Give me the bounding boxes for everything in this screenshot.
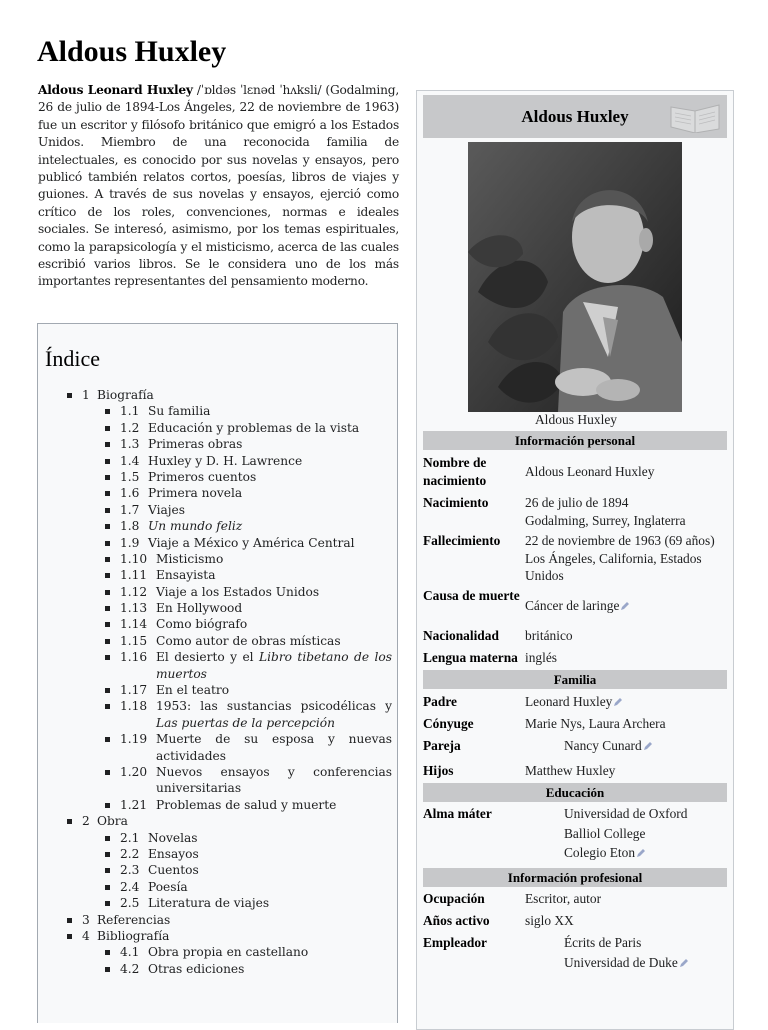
toc-number[interactable]: 1.8 bbox=[120, 519, 140, 534]
toc-item[interactable] bbox=[38, 928, 399, 944]
toc-item[interactable] bbox=[38, 649, 399, 682]
death-value[interactable]: 22 de noviembre de 1963 (69 años) Los Ángeles, California, Estados Unidos bbox=[525, 533, 715, 583]
toc-number[interactable]: 1.5 bbox=[120, 469, 140, 484]
years-active-label: Años activo bbox=[423, 913, 490, 928]
toc-number[interactable]: 1.2 bbox=[120, 420, 140, 435]
occupation-value[interactable]: Escritor, autor bbox=[525, 891, 602, 906]
toc-number[interactable]: 4.1 bbox=[120, 945, 140, 960]
alma-mater-label: Alma máter bbox=[423, 806, 492, 821]
toc-number[interactable]: 1.4 bbox=[120, 453, 140, 468]
toc-label[interactable]: Bibliografía bbox=[97, 928, 170, 943]
toc-label[interactable] bbox=[156, 649, 392, 682]
bullet-icon bbox=[105, 901, 110, 906]
employer-label: Empleador bbox=[423, 935, 487, 950]
toc-label[interactable]: Educación y problemas de la vista bbox=[148, 420, 360, 435]
toc-number[interactable]: 1.20 bbox=[120, 765, 148, 780]
bullet-icon bbox=[105, 737, 110, 742]
toc-number[interactable]: 1.9 bbox=[120, 535, 140, 550]
toc-item[interactable] bbox=[38, 403, 399, 419]
toc-item[interactable] bbox=[38, 502, 399, 518]
edit-pencil-icon[interactable] bbox=[613, 697, 623, 707]
toc-number[interactable]: 1.19 bbox=[120, 732, 148, 747]
infobox bbox=[416, 90, 734, 1030]
bullet-icon bbox=[67, 918, 72, 923]
employer-value bbox=[564, 934, 729, 973]
edit-pencil-icon[interactable] bbox=[643, 741, 653, 751]
toc-label[interactable] bbox=[156, 698, 392, 731]
partner-label: Pareja bbox=[423, 738, 461, 753]
native-language-value[interactable]: inglés bbox=[525, 650, 557, 665]
intro-paragraph bbox=[38, 82, 399, 291]
toc-label[interactable]: Huxley y D. H. Lawrence bbox=[148, 453, 303, 468]
toc-number[interactable]: 1.13 bbox=[120, 601, 148, 616]
years-active-value[interactable]: siglo XX bbox=[525, 913, 574, 928]
toc-label[interactable]: Obra propia en castellano bbox=[148, 945, 309, 960]
toc-number[interactable]: 2.1 bbox=[120, 830, 140, 845]
toc-item[interactable] bbox=[38, 912, 399, 928]
portrait-caption: Aldous Huxley bbox=[534, 412, 618, 427]
toc-item[interactable] bbox=[38, 813, 399, 829]
toc-item[interactable] bbox=[38, 535, 399, 551]
toc-label[interactable]: Literatura de viajes bbox=[148, 896, 270, 911]
section-professional-info: Información profesional bbox=[423, 868, 727, 887]
toc-number[interactable]: 3 bbox=[82, 912, 90, 927]
spouse-value[interactable]: Marie Nys, Laura Archera bbox=[525, 716, 666, 731]
toc-number[interactable]: 1.14 bbox=[120, 617, 148, 632]
toc-label[interactable]: Primeros cuentos bbox=[148, 469, 257, 484]
toc-label[interactable]: Nuevos ensayos y conferencias universitarias bbox=[156, 765, 392, 796]
toc-number[interactable]: 1.11 bbox=[120, 568, 148, 583]
bullet-icon bbox=[105, 409, 110, 414]
section-family: Familia bbox=[423, 670, 727, 689]
toc-heading: Índice bbox=[45, 346, 100, 371]
portrait-image bbox=[468, 142, 682, 412]
toc-label[interactable]: Biografía bbox=[97, 388, 154, 402]
bullet-icon bbox=[105, 836, 110, 841]
portrait-photo[interactable] bbox=[468, 142, 682, 412]
toc-label[interactable]: Otras ediciones bbox=[148, 961, 245, 976]
employer-duke-text[interactable]: Universidad de Duke bbox=[564, 954, 678, 970]
toc-item[interactable] bbox=[38, 436, 399, 452]
book-icon bbox=[669, 101, 721, 133]
edit-pencil-icon[interactable] bbox=[679, 958, 689, 968]
toc-item[interactable] bbox=[38, 420, 399, 436]
toc-number[interactable]: 1 bbox=[82, 388, 90, 402]
bullet-icon bbox=[105, 475, 110, 480]
bullet-icon bbox=[105, 426, 110, 431]
employer-ecrits-de-paris[interactable]: Écrits de Paris bbox=[564, 935, 642, 950]
cause-of-death-text[interactable]: Cáncer de laringe bbox=[525, 598, 620, 613]
toc-number[interactable]: 2.5 bbox=[120, 896, 140, 911]
toc-label[interactable]: En el teatro bbox=[156, 683, 230, 698]
birth-place-text[interactable]: Godalming, Surrey, Inglaterra bbox=[525, 512, 686, 528]
bullet-icon bbox=[105, 885, 110, 890]
cause-of-death-value[interactable] bbox=[525, 597, 725, 615]
bullet-icon bbox=[67, 934, 72, 939]
father-value[interactable] bbox=[525, 693, 725, 711]
toc-label[interactable]: Viaje a México y América Central bbox=[148, 535, 355, 550]
birth-name-label: Nombre de nacimiento bbox=[423, 455, 487, 488]
bullet-icon bbox=[105, 622, 110, 627]
bullet-icon bbox=[105, 606, 110, 611]
infobox-title-text: Aldous Huxley bbox=[521, 107, 629, 126]
toc-label-part[interactable]: 1953: las sustancias psicodélicas y bbox=[156, 699, 392, 714]
intro-text: /ˈɒldəs ˈlɛnəd ˈhʌksli/ (Godalming, 26 de julio de 1894-Los Ángeles, 22 de noviembre de 1963) fue un escritor y filósofo británico que emigró a los Estados Unidos. Miembro de una reconocida familia de intelectuales, es conocido por sus novelas y ensayos, pero publicó también relatos cortos, poesías, libros de viajes y guiones. A través de sus novelas y ensayos, ejerció como crítico de los roles, convenciones, normas e ideales sociales. Se interesó, asimismo, por los temas espirituales, como la parapsicología y el misticismo, acerca de las cuales escribió varios libros. Se le considera uno de los más importantes representantes del pensamiento moderno. bbox=[38, 83, 399, 289]
toc-label[interactable]: En Hollywood bbox=[156, 601, 243, 616]
page-title: Aldous Huxley bbox=[37, 35, 227, 68]
bullet-icon bbox=[105, 803, 110, 808]
occupation-label: Ocupación bbox=[423, 891, 485, 906]
toc-label[interactable]: Viajes bbox=[148, 502, 185, 517]
nationality-label: Nacionalidad bbox=[423, 628, 499, 643]
toc-number[interactable]: 4.2 bbox=[120, 961, 140, 976]
children-value[interactable]: Matthew Huxley bbox=[525, 763, 616, 778]
bullet-icon bbox=[105, 852, 110, 857]
toc-item[interactable] bbox=[38, 830, 399, 846]
toc-number[interactable]: 1.18 bbox=[120, 699, 148, 714]
toc-label[interactable]: Ensayista bbox=[156, 568, 216, 583]
infobox-title bbox=[423, 95, 727, 138]
bullet-icon bbox=[105, 688, 110, 693]
toc-label[interactable]: Ensayos bbox=[148, 847, 199, 861]
article-subject-name: Aldous Leonard Huxley bbox=[38, 83, 193, 97]
alma-mater-eton-text[interactable]: Colegio Eton bbox=[564, 845, 636, 860]
bullet-icon bbox=[105, 459, 110, 464]
section-education: Educación bbox=[423, 783, 727, 802]
toc-label-part[interactable]: El desierto y el bbox=[156, 650, 260, 665]
toc-label[interactable]: Su familia bbox=[148, 404, 211, 419]
toc-label[interactable]: Como biógrafo bbox=[156, 617, 248, 632]
edit-pencil-icon[interactable] bbox=[620, 601, 630, 611]
bullet-icon bbox=[105, 541, 110, 546]
bullet-icon bbox=[105, 950, 110, 955]
bullet-icon bbox=[105, 655, 110, 660]
toc-label-italic[interactable]: Libro tibetano de los muertos bbox=[156, 650, 392, 681]
toc-label[interactable]: Cuentos bbox=[148, 863, 199, 878]
toc-label[interactable]: Problemas de salud y muerte bbox=[156, 797, 337, 812]
toc-number[interactable]: 1.12 bbox=[120, 584, 148, 599]
toc-label[interactable]: Novelas bbox=[148, 830, 198, 845]
toc-number[interactable]: 1.3 bbox=[120, 437, 140, 452]
table-of-contents bbox=[37, 323, 398, 1023]
toc-item[interactable] bbox=[38, 584, 399, 600]
toc-label[interactable]: Referencias bbox=[97, 912, 171, 927]
toc-item[interactable] bbox=[38, 764, 399, 797]
father-label: Padre bbox=[423, 694, 457, 709]
bullet-icon bbox=[105, 524, 110, 529]
section-personal-info: Información personal bbox=[423, 431, 727, 450]
toc-number[interactable]: 1.21 bbox=[120, 797, 148, 812]
bullet-icon bbox=[67, 819, 72, 824]
toc-item[interactable] bbox=[38, 879, 399, 895]
toc-label[interactable]: Primeras obras bbox=[148, 437, 243, 452]
bullet-icon bbox=[105, 508, 110, 513]
bullet-icon bbox=[105, 770, 110, 775]
bullet-icon bbox=[105, 590, 110, 595]
toc-number[interactable]: 2.2 bbox=[120, 847, 140, 861]
toc-item[interactable] bbox=[38, 895, 399, 911]
partner-value[interactable] bbox=[564, 737, 729, 755]
toc-item[interactable] bbox=[38, 616, 399, 632]
toc-item[interactable] bbox=[38, 453, 399, 469]
toc-item[interactable] bbox=[38, 797, 399, 813]
toc-label[interactable]: Misticismo bbox=[156, 551, 224, 566]
toc-label[interactable]: Poesía bbox=[148, 879, 188, 894]
toc-number[interactable]: 1.17 bbox=[120, 683, 148, 698]
toc-item[interactable] bbox=[38, 567, 399, 583]
bullet-icon bbox=[105, 967, 110, 972]
toc-number[interactable]: 2 bbox=[82, 814, 90, 829]
toc-item[interactable] bbox=[38, 944, 399, 960]
father-name[interactable]: Leonard Huxley bbox=[525, 694, 613, 709]
toc-number[interactable]: 2.3 bbox=[120, 863, 140, 878]
toc-label[interactable]: Obra bbox=[97, 814, 128, 829]
toc-item[interactable] bbox=[38, 469, 399, 485]
toc-number[interactable]: 1.1 bbox=[120, 404, 140, 419]
alma-mater-balliol[interactable]: Balliol College bbox=[564, 825, 646, 841]
toc-number[interactable]: 2.4 bbox=[120, 879, 140, 894]
bullet-icon bbox=[105, 868, 110, 873]
toc-label[interactable]: Como autor de obras místicas bbox=[156, 633, 341, 648]
toc-number[interactable]: 1.7 bbox=[120, 502, 140, 517]
toc-number[interactable]: 1.6 bbox=[120, 486, 140, 501]
alma-mater-oxford[interactable]: Universidad de Oxford bbox=[564, 806, 688, 821]
toc-label[interactable]: Primera novela bbox=[148, 486, 243, 501]
edit-pencil-icon[interactable] bbox=[636, 848, 646, 858]
toc-item[interactable] bbox=[38, 551, 399, 567]
toc-item[interactable] bbox=[38, 846, 399, 862]
birth-date-text[interactable]: 26 de julio de 1894 bbox=[525, 495, 629, 510]
employer-duke[interactable] bbox=[564, 954, 729, 974]
toc-item[interactable] bbox=[38, 600, 399, 616]
bullet-icon bbox=[105, 704, 110, 709]
birth-label: Nacimiento bbox=[423, 495, 489, 510]
alma-mater-eton[interactable] bbox=[564, 844, 729, 864]
nationality-value: británico bbox=[525, 628, 573, 643]
bullet-icon bbox=[105, 639, 110, 644]
toc-number[interactable]: 1.15 bbox=[120, 633, 148, 648]
bullet-icon bbox=[105, 557, 110, 562]
toc-item[interactable] bbox=[38, 682, 399, 698]
toc-label[interactable]: Viaje a los Estados Unidos bbox=[156, 584, 320, 599]
toc-item[interactable] bbox=[38, 698, 399, 731]
toc-label[interactable]: Muerte de su esposa y nuevas actividades bbox=[156, 732, 392, 763]
bullet-icon bbox=[67, 393, 72, 398]
toc-item[interactable] bbox=[38, 961, 399, 977]
toc-item[interactable] bbox=[38, 731, 399, 764]
toc-label[interactable]: Un mundo feliz bbox=[148, 519, 243, 534]
toc-number[interactable]: 1.10 bbox=[120, 551, 148, 566]
toc-item[interactable] bbox=[38, 518, 399, 534]
bullet-icon bbox=[105, 442, 110, 447]
toc-list bbox=[38, 387, 399, 977]
children-label: Hijos bbox=[423, 763, 454, 778]
death-label: Fallecimiento bbox=[423, 533, 501, 548]
alma-mater-value bbox=[564, 805, 729, 864]
spouse-label: Cónyuge bbox=[423, 716, 474, 731]
toc-item[interactable] bbox=[38, 862, 399, 878]
native-language-label: Lengua materna bbox=[423, 650, 518, 665]
toc-item[interactable] bbox=[38, 633, 399, 649]
partner-name[interactable]: Nancy Cunard bbox=[564, 738, 642, 753]
toc-item[interactable] bbox=[38, 485, 399, 501]
birth-date[interactable] bbox=[525, 494, 725, 529]
toc-number[interactable]: 4 bbox=[82, 928, 90, 943]
toc-label-italic[interactable]: Las puertas de la percepción bbox=[156, 715, 335, 730]
toc-number[interactable]: 1.16 bbox=[120, 650, 148, 665]
toc-item[interactable] bbox=[38, 387, 399, 403]
cause-of-death-label: Causa de muerte bbox=[423, 588, 520, 603]
bullet-icon bbox=[105, 573, 110, 578]
birth-name-value: Aldous Leonard Huxley bbox=[525, 464, 655, 479]
bullet-icon bbox=[105, 491, 110, 496]
